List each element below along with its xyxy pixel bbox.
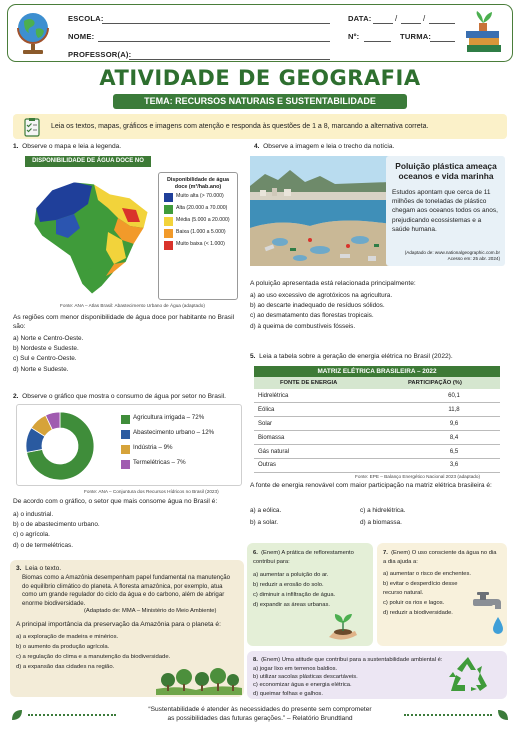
energy-source-cell: Hidrelétrica [254, 389, 404, 403]
recycle-icon [447, 655, 489, 695]
legend-title: Disponibilidade de água doce (m³/hab.ano) [166, 177, 229, 190]
q7-option-d[interactable]: d) reduzir a biodiversidade. [383, 610, 453, 616]
footer-quote-line1: “Sustentabilidade é atender às necessidades do presente sem comprometer [148, 706, 372, 713]
legend-item: Alta (20.000 a 70.000) [164, 205, 232, 214]
q6-option-d[interactable]: d) expandir as áreas urbanas. [253, 602, 331, 608]
q7-options [383, 570, 471, 618]
footer-leaf-right-icon [496, 708, 510, 722]
nome-field[interactable] [98, 41, 330, 42]
energy-source-cell: Gás natural [254, 445, 404, 459]
q5-option-c[interactable]: c) a hidrelétrica. [360, 507, 406, 514]
table-row [254, 389, 500, 403]
page-title: ATIVIDADE DE GEOGRAFIA [99, 66, 421, 90]
footer-quote-line2: as possibilidades das futuras gerações.” – Relatório Brundtland [167, 715, 353, 722]
q3-box [10, 560, 244, 697]
q4-news-box [386, 156, 505, 266]
q8-options [253, 665, 358, 698]
news-text: Estudos apontam que cerca de 11 milhões de toneladas de plástico chegam aos oceanos todos os anos, prejudicando ecossistemas e a saúde humana. [392, 189, 498, 233]
q5-source: Fonte: EPE – Balanço Energético Nacional 2023 (adaptado) [355, 474, 481, 479]
legend-item: Baixa (1.000 a 5.000) [164, 229, 232, 238]
data-label: DATA: [348, 14, 372, 23]
q6-box [247, 543, 373, 646]
energy-source-cell: Biomassa [254, 431, 404, 445]
q6-option-a[interactable]: a) aumentar a poluição do ar. [253, 572, 329, 578]
q4-options [250, 291, 392, 332]
q6-options [253, 570, 335, 610]
q1-option-c[interactable]: c) Sul e Centro-Oeste. [13, 355, 77, 363]
table-row [254, 431, 500, 445]
q5-table-header [254, 377, 500, 389]
data-month-field[interactable] [401, 23, 421, 24]
q8-option-a[interactable]: a) jogar lixo em terrenos baldios. [253, 666, 338, 672]
q2-source: Fonte: ANA – Conjuntura dos Recursos Hídricos no Brasil (2023) [84, 489, 219, 494]
q6-option-b[interactable]: b) reduzir a erosão do solo. [253, 582, 324, 588]
q1-options [13, 334, 83, 375]
forest-trees-icon [156, 668, 242, 695]
q1-source: Fonte: ANA – Atlas Brasil: Abastecimento Urbano de Água (adaptado) [60, 303, 205, 308]
participation-cell: 6,5 [404, 445, 500, 459]
participation-cell: 9,6 [404, 417, 500, 431]
q2-option-b[interactable]: b) o de abastecimento urbano. [13, 521, 100, 529]
q8-prompt: 8. (Enem) Uma atitude que contribui para a sustentabilidade ambiental é: [253, 657, 443, 663]
instructions-box [13, 114, 507, 139]
q3-credit: (Adaptado de: MMA – Ministério do Meio Ambiente) [84, 608, 217, 614]
q1-question: As regiões com menor disponibilidade de água doce por habitante no Brasil são: [13, 314, 235, 330]
q2-legend [121, 415, 214, 475]
escola-label: ESCOLA: [68, 14, 104, 23]
q5-option-d[interactable]: d) a biomassa. [360, 519, 402, 526]
escola-field[interactable] [102, 23, 330, 24]
q5-prompt: 5. Leia a tabela sobre a geração de energia elétrica no Brasil (2022). [250, 353, 453, 360]
brazil-water-map [22, 168, 158, 300]
polluted-beach-photo [250, 156, 390, 266]
q5-question: A fonte de energia renovável com maior participação na matriz elétrica brasileira é: [250, 482, 492, 489]
q1-option-d[interactable]: d) Norte e Sudeste. [13, 365, 69, 373]
news-title: Poluição plástica ameaça oceanos e vida marinha [395, 161, 497, 181]
q3-prompt: 3. Leia o texto. [16, 565, 62, 572]
footer-dots-right [404, 714, 492, 716]
energy-source-cell: Eólica [254, 403, 404, 417]
q8-option-b[interactable]: b) utilizar sacolas plásticas descartáveis. [253, 674, 358, 681]
q4-option-d[interactable]: d) à queima de combustíveis fósseis. [250, 322, 356, 330]
q5-table [254, 389, 500, 473]
participation-cell: 60,1 [404, 389, 500, 403]
participation-cell: 11,8 [404, 403, 500, 417]
legend-item: Média (5.000 a 20.000) [164, 217, 232, 226]
q2-prompt: 2. Observe o gráfico que mostra o consumo de água por setor no Brasil. [13, 393, 226, 400]
professor-field[interactable] [129, 59, 330, 60]
q3-option-c[interactable]: c) a regulação do clima e a manutenção da biodiversidade. [16, 654, 171, 660]
q4-option-c[interactable]: c) ao desmatamento das florestas tropicais. [250, 312, 374, 320]
q3-option-a[interactable]: a) a exploração de madeira e minérios. [16, 634, 119, 640]
q2-donut-chart [23, 409, 97, 483]
q8-box [247, 651, 507, 699]
q2-chart-frame [16, 404, 242, 486]
q3-options [16, 632, 170, 672]
faucet-drop-icon [471, 591, 505, 643]
instructions-text: Leia os textos, mapas, gráficos e imagens com atenção e responda às questões de 1 a 8, marcando a alternativa correta. [51, 123, 429, 130]
legend-item: Termelétricas – 7% [121, 460, 214, 469]
q3-question: A principal importância da preservação da Amazônia para o planeta é: [16, 621, 221, 628]
legend-item: Agricultura irrigada – 72% [121, 415, 214, 424]
turma-field[interactable] [430, 41, 455, 42]
table-row [254, 445, 500, 459]
globe-icon [14, 9, 54, 57]
q4-option-a[interactable]: a) ao uso excessivo de agrotóxicos na agricultura. [250, 292, 393, 299]
q4-prompt: 4. Observe a imagem e leia o trecho da notícia. [254, 143, 395, 150]
q2-question: De acordo com o gráfico, o setor que mais consome água no Brasil é: [13, 498, 218, 505]
q1-prompt: 1. Observe o mapa e leia a legenda. [13, 143, 122, 150]
q2-option-d[interactable]: d) o de termelétricas. [13, 541, 74, 549]
energy-source-cell: Solar [254, 417, 404, 431]
q5-table-title: MATRIZ ELÉTRICA BRASILEIRA – 2022 [254, 366, 500, 377]
numero-field[interactable] [364, 41, 391, 42]
q3-text: Biomas como a Amazônia desempenham papel fundamental na manutenção do equilíbrio climático do planeta. A floresta amazônica, por exemplo, atua como um grande regulador do ciclo da água e do carbono, além de abrigar enorme biodiversidade. [22, 574, 230, 607]
q1-map-title: DISPONIBILIDADE DE ÁGUA DOCE NO BRASIL [25, 156, 151, 167]
books-plant-icon [463, 11, 507, 57]
seedling-hand-icon [325, 611, 361, 643]
data-year-field[interactable] [429, 23, 455, 24]
participation-cell: 3,6 [404, 458, 500, 472]
q7-option-c[interactable]: c) poluir os rios e lagos. [383, 600, 445, 606]
col-header-fonte: FONTE DE ENERGIA [280, 380, 338, 386]
header-box: ESCOLA: NOME: PROFESSOR(A): DATA: / / Nº: TURMA: [7, 4, 513, 62]
legend-item: Indústria – 9% [121, 445, 214, 454]
q3-option-d[interactable]: d) a expansão das cidades na região. [16, 664, 115, 670]
q2-option-c[interactable]: c) o agrícola. [13, 531, 50, 539]
q4-option-b[interactable]: b) ao descarte inadequado de resíduos sólidos. [250, 302, 385, 310]
q5-options-right [360, 505, 405, 529]
numero-label: Nº: [348, 32, 360, 41]
participation-cell: 8,4 [404, 431, 500, 445]
q8-option-d[interactable]: d) queimar folhas e galhos. [253, 690, 323, 697]
q6-option-c[interactable]: c) diminuir a infiltração de água. [253, 592, 336, 598]
professor-label: PROFESSOR(A): [68, 50, 132, 59]
q7-prompt: 7. (Enem) O uso consciente da água no dia a dia ajuda a: [383, 550, 497, 565]
q5-option-a[interactable]: a) a eólica. [250, 507, 282, 514]
q5-options-left [250, 505, 281, 529]
table-row [254, 458, 500, 472]
q2-options [13, 510, 100, 551]
legend-item: Abastecimento urbano – 12% [121, 430, 214, 439]
nome-label: NOME: [68, 32, 95, 41]
energy-source-cell: Outras [254, 458, 404, 472]
q1-map-legend [158, 172, 238, 300]
q4-question: A poluição apresentada está relacionada principalmente: [250, 280, 416, 287]
q5-option-b[interactable]: b) a solar. [250, 519, 279, 526]
q8-option-c[interactable]: c) economizar água e energia elétrica. [253, 682, 352, 689]
q1-option-a[interactable]: a) Norte e Centro-Oeste. [13, 335, 84, 342]
q1-option-b[interactable]: b) Nordeste e Sudeste. [13, 345, 79, 353]
legend-item: Muito alta (> 70.000) [164, 193, 232, 202]
news-credit: (Adaptado de: www.nationalgeographic.com.br Acesso em: 25 abr. 2024) [404, 250, 500, 261]
page-subtitle: TEMA: RECURSOS NATURAIS E SUSTENTABILIDADE [113, 94, 407, 109]
turma-label: TURMA: [400, 32, 432, 41]
table-row [254, 417, 500, 431]
q7-option-b[interactable]: b) evitar o desperdício desse recurso natural. [383, 581, 458, 596]
data-day-field[interactable] [373, 23, 393, 24]
q7-box [377, 543, 507, 646]
table-row [254, 403, 500, 417]
q2-option-a[interactable]: a) o industrial. [13, 511, 54, 518]
legend-item: Muito baixa (< 1.000) [164, 241, 232, 250]
col-header-participacao: PARTICIPAÇÃO (%) [408, 380, 462, 386]
q3-option-b[interactable]: b) o aumento da produção agrícola. [16, 644, 110, 650]
clipboard-check-icon [22, 117, 42, 137]
q7-option-a[interactable]: a) aumentar o risco de enchentes. [383, 571, 471, 577]
q6-prompt: 6. (Enem) A prática de reflorestamento contribui para: [253, 550, 354, 565]
